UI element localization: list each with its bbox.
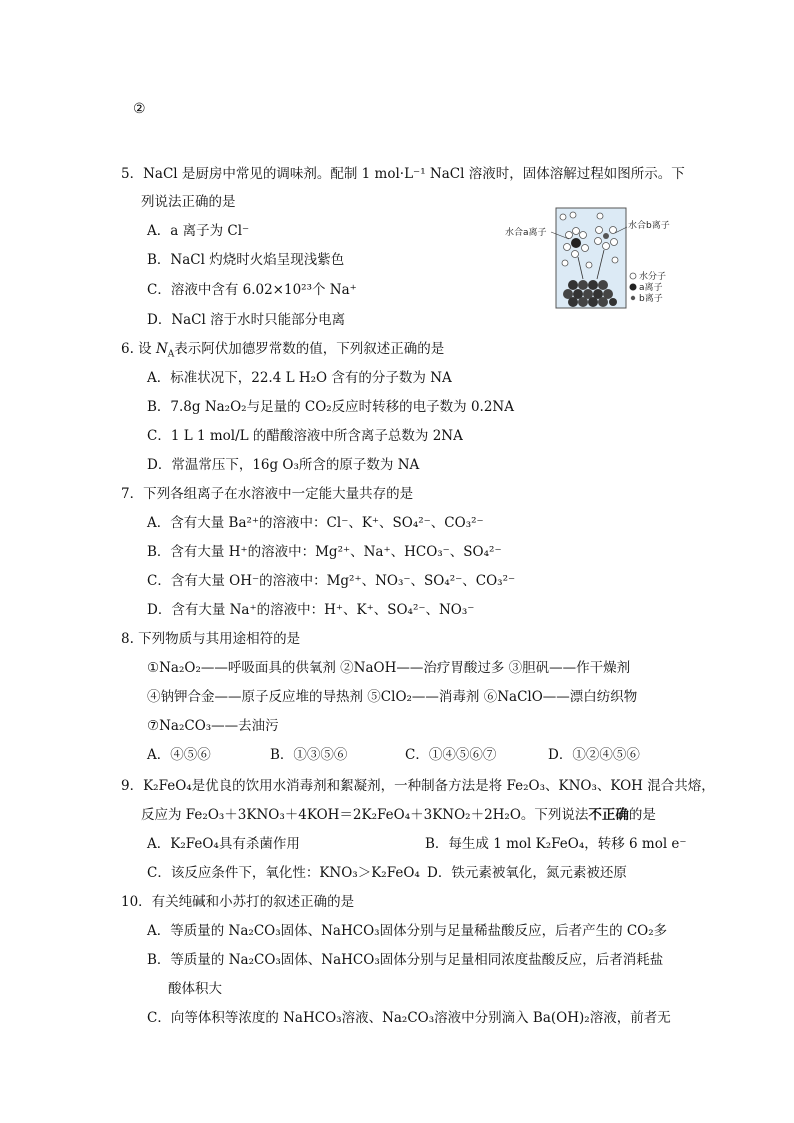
q8-option-a: A．④⑤⑥: [147, 747, 211, 763]
q9-stem-line1: 9．K₂FeO₄是优良的饮用水消毒剂和絮凝剂，一种制备方法是将 Fe₂O₃、KNO₃、KOH 混合共熔，: [121, 778, 715, 794]
q6-stem-variable: N: [155, 341, 168, 357]
q6-stem-subscript: A: [167, 349, 175, 360]
q8-option-d: D．①②④⑤⑥: [548, 747, 640, 763]
q10-stem: 10．有关纯碱和小苏打的叙述正确的是: [121, 894, 355, 910]
q10-option-a: A．等质量的 Na₂CO₃固体、NaHCO₃固体分别与足量稀盐酸反应，后者产生的 CO₂多: [147, 923, 668, 939]
q7-stem: 7．下列各组离子在水溶液中一定能大量共存的是: [121, 486, 414, 502]
q6-stem-prefix: 6. 设: [121, 341, 156, 357]
q6-option-b: B．7.8g Na₂O₂与足量的 CO₂反应时转移的电子数为 0.2NA: [147, 399, 514, 415]
q9-option-b: B．每生成 1 mol K₂FeO₄，转移 6 mol e⁻: [425, 836, 687, 852]
q6-option-d: D．常温常压下，16g O₃所含的原子数为 NA: [147, 457, 420, 473]
q8-item-line1: ①Na₂O₂——呼吸面具的供氧剂 ②NaOH——治疗胃酸过多 ③胆矾——作干燥剂: [147, 660, 631, 676]
question-number-marker: ②: [133, 101, 146, 117]
q7-option-c: C．含有大量 OH⁻的溶液中：Mg²⁺、NO₃⁻、SO₄²⁻、CO₃²⁻: [147, 573, 516, 589]
q5-option-d: D．NaCl 溶于水时只能部分电离: [147, 312, 346, 328]
legend-a-ion: a离子: [639, 283, 663, 293]
q8-item-line3: ⑦Na₂CO₃——去油污: [147, 718, 279, 734]
q9-stem-reaction: 反应为 Fe₂O₃＋3KNO₃＋4KOH＝2K₂FeO₄＋3KNO₂＋2H₂O。下列说法: [141, 807, 589, 823]
q10-option-b-line1: B．等质量的 Na₂CO₃固体、NaHCO₃固体分别与足量相同浓度盐酸反应，后者消耗盐: [147, 952, 664, 968]
q9-option-a: A．K₂FeO₄具有杀菌作用: [147, 836, 300, 852]
q9-stem-line2: [141, 805, 656, 825]
q8-item-line2: ④钠钾合金——原子反应堆的导热剂 ⑤ClO₂——消毒剂 ⑥NaClO——漂白纺织物: [147, 689, 638, 705]
q8-option-b: B．①③⑤⑥: [270, 747, 348, 763]
q9-stem-end: 的是: [628, 807, 656, 823]
q6-stem: [121, 339, 444, 359]
q5-option-b: B．NaCl 灼烧时火焰呈现浅紫色: [147, 252, 345, 268]
label-hydrated-b-ion: 水合b离子: [628, 221, 670, 231]
q5-option-c: C．溶液中含有 6.02×10²³个 Na⁺: [147, 282, 357, 298]
q9-option-d: D．铁元素被氧化，氮元素被还原: [427, 865, 627, 881]
q10-option-b-line2: 酸体积大: [168, 981, 222, 997]
legend-water-molecule: 水分子: [639, 272, 667, 282]
nacl-dissolution-diagram: [505, 205, 705, 315]
q9-option-c: C．该反应条件下，氧化性：KNO₃＞K₂FeO₄: [147, 865, 420, 881]
q5-stem-line2: 列说法正确的是: [141, 194, 236, 210]
q10-option-c: C．向等体积等浓度的 NaHCO₃溶液、Na₂CO₃溶液中分别滴入 Ba(OH)₂溶液，前者无: [147, 1010, 671, 1026]
q6-option-c: C．1 L 1 mol/L 的醋酸溶液中所含离子总数为 2NA: [147, 428, 463, 444]
q5-stem-line1: 5．NaCl 是厨房中常见的调味剂。配制 1 mol·L⁻¹ NaCl 溶液时，固体溶解过程如图所示。下: [121, 166, 685, 182]
q8-option-c: C．①④⑤⑥⑦: [405, 747, 497, 763]
q6-stem-rest: 表示阿伏加德罗常数的值，下列叙述正确的是: [174, 341, 445, 357]
q5-option-a: A．a 离子为 Cl⁻: [147, 223, 250, 239]
legend-b-ion: b离子: [639, 294, 663, 304]
q7-option-d: D．含有大量 Na⁺的溶液中：H⁺、K⁺、SO₄²⁻、NO₃⁻: [147, 602, 475, 618]
label-hydrated-a-ion: 水合a离子: [505, 228, 547, 238]
q9-stem-emphasis: 不正确: [588, 807, 629, 823]
q7-option-b: B．含有大量 H⁺的溶液中：Mg²⁺、Na⁺、HCO₃⁻、SO₄²⁻: [147, 544, 502, 560]
q6-option-a: A．标准状况下，22.4 L H₂O 含有的分子数为 NA: [147, 370, 452, 386]
q8-stem: 8. 下列物质与其用途相符的是: [121, 631, 301, 647]
q7-option-a: A．含有大量 Ba²⁺的溶液中：Cl⁻、K⁺、SO₄²⁻、CO₃²⁻: [147, 515, 484, 531]
